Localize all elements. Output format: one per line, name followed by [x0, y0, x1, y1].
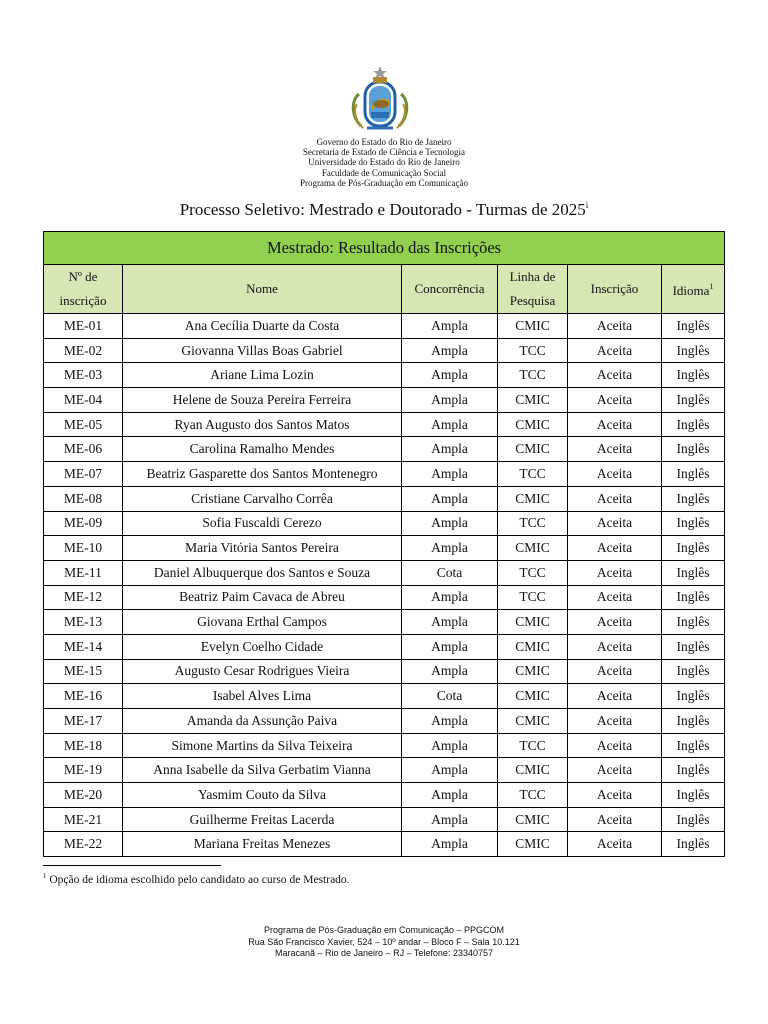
cell-concorrencia: Ampla: [402, 388, 498, 413]
cell-concorrencia: Ampla: [402, 314, 498, 339]
cell-inscricao: Aceita: [568, 610, 662, 635]
footer-contact: Maracanã – Rio de Janeiro – RJ – Telefone: 23340757: [275, 948, 493, 958]
table-row: [44, 388, 725, 413]
cell-concorrencia: Cota: [402, 560, 498, 585]
cell-nome: Helene de Souza Pereira Ferreira: [123, 388, 402, 413]
cell-linha: TCC: [498, 338, 568, 363]
cell-numero: ME-04: [44, 388, 123, 413]
cell-numero: ME-08: [44, 486, 123, 511]
cell-numero: ME-06: [44, 437, 123, 462]
document-title-text: Processo Seletivo: Mestrado e Doutorado - Turmas de 2025: [179, 200, 586, 219]
page-footer: [0, 925, 768, 960]
cell-numero: ME-02: [44, 338, 123, 363]
table-row: [44, 412, 725, 437]
cell-concorrencia: Cota: [402, 684, 498, 709]
footnote-separator: [43, 865, 221, 866]
cell-idioma: Inglês: [662, 709, 725, 734]
idioma-note-marker: 1: [709, 282, 714, 291]
cell-idioma: Inglês: [662, 486, 725, 511]
cell-linha: TCC: [498, 733, 568, 758]
cell-numero: ME-22: [44, 832, 123, 857]
institution-header: [0, 137, 768, 188]
cell-concorrencia: Ampla: [402, 832, 498, 857]
cell-idioma: Inglês: [662, 610, 725, 635]
footnote-marker: 1: [43, 872, 47, 880]
cell-inscricao: Aceita: [568, 338, 662, 363]
cell-inscricao: Aceita: [568, 709, 662, 734]
table-row: [44, 536, 725, 561]
footer-program: Programa de Pós-Graduação em Comunicação – PPGCOM: [263, 925, 505, 935]
cell-inscricao: Aceita: [568, 807, 662, 832]
cell-idioma: Inglês: [662, 585, 725, 610]
column-header-nome: Nome: [123, 265, 402, 314]
cell-nome: Guilherme Freitas Lacerda: [123, 807, 402, 832]
footnote: [43, 872, 350, 886]
cell-numero: ME-16: [44, 684, 123, 709]
cell-inscricao: Aceita: [568, 486, 662, 511]
cell-idioma: Inglês: [662, 314, 725, 339]
table-row: [44, 610, 725, 635]
table-row: [44, 560, 725, 585]
cell-nome: Simone Martins da Silva Teixeira: [123, 733, 402, 758]
cell-linha: CMIC: [498, 437, 568, 462]
cell-numero: ME-10: [44, 536, 123, 561]
cell-nome: Mariana Freitas Menezes: [123, 832, 402, 857]
cell-idioma: Inglês: [662, 832, 725, 857]
cell-concorrencia: Ampla: [402, 733, 498, 758]
header-line-faculty: Faculdade de Comunicação Social: [321, 167, 447, 178]
table-row: [44, 338, 725, 363]
cell-nome: Amanda da Assunção Paiva: [123, 709, 402, 734]
cell-inscricao: Aceita: [568, 684, 662, 709]
cell-inscricao: Aceita: [568, 314, 662, 339]
cell-linha: CMIC: [498, 709, 568, 734]
column-header-idioma: [662, 265, 725, 314]
cell-concorrencia: Ampla: [402, 659, 498, 684]
cell-inscricao: Aceita: [568, 437, 662, 462]
column-header-numero: Nº de inscrição: [44, 265, 123, 314]
table-row: [44, 437, 725, 462]
cell-idioma: Inglês: [662, 412, 725, 437]
table-row: [44, 684, 725, 709]
cell-idioma: Inglês: [662, 733, 725, 758]
cell-idioma: Inglês: [662, 807, 725, 832]
cell-concorrencia: Ampla: [402, 511, 498, 536]
cell-inscricao: Aceita: [568, 758, 662, 783]
cell-linha: CMIC: [498, 536, 568, 561]
cell-nome: Augusto Cesar Rodrigues Vieira: [123, 659, 402, 684]
header-line-secretariat: Secretaria de Estado de Ciência e Tecnologia: [302, 147, 466, 158]
cell-numero: ME-20: [44, 783, 123, 808]
cell-concorrencia: Ampla: [402, 412, 498, 437]
table-row: [44, 585, 725, 610]
table-banner: Mestrado: Resultado das Inscrições: [44, 232, 725, 265]
cell-numero: ME-19: [44, 758, 123, 783]
cell-numero: ME-17: [44, 709, 123, 734]
cell-concorrencia: Ampla: [402, 536, 498, 561]
cell-linha: CMIC: [498, 314, 568, 339]
cell-nome: Beatriz Gasparette dos Santos Montenegro: [123, 462, 402, 487]
cell-inscricao: Aceita: [568, 560, 662, 585]
cell-nome: Beatriz Paim Cavaca de Abreu: [123, 585, 402, 610]
table-body: [44, 314, 725, 857]
table-row: [44, 314, 725, 339]
header-line-government: Governo do Estado do Rio de Janeiro: [316, 137, 452, 147]
cell-numero: ME-15: [44, 659, 123, 684]
cell-linha: TCC: [498, 363, 568, 388]
cell-linha: CMIC: [498, 634, 568, 659]
table-row: [44, 659, 725, 684]
cell-inscricao: Aceita: [568, 634, 662, 659]
cell-nome: Sofia Fuscaldi Cerezo: [123, 511, 402, 536]
cell-nome: Carolina Ramalho Mendes: [123, 437, 402, 462]
cell-concorrencia: Ampla: [402, 634, 498, 659]
cell-numero: ME-01: [44, 314, 123, 339]
cell-inscricao: Aceita: [568, 412, 662, 437]
table-row: [44, 634, 725, 659]
cell-idioma: Inglês: [662, 684, 725, 709]
cell-inscricao: Aceita: [568, 462, 662, 487]
cell-numero: ME-21: [44, 807, 123, 832]
results-table: [43, 231, 725, 857]
cell-nome: Ana Cecília Duarte da Costa: [123, 314, 402, 339]
cell-nome: Evelyn Coelho Cidade: [123, 634, 402, 659]
cell-idioma: Inglês: [662, 462, 725, 487]
cell-nome: Cristiane Carvalho Corrêa: [123, 486, 402, 511]
table-header-row: [44, 265, 725, 314]
cell-concorrencia: Ampla: [402, 807, 498, 832]
cell-linha: CMIC: [498, 758, 568, 783]
cell-concorrencia: Ampla: [402, 462, 498, 487]
cell-numero: ME-09: [44, 511, 123, 536]
cell-linha: CMIC: [498, 659, 568, 684]
cell-nome: Isabel Alves Lima: [123, 684, 402, 709]
cell-nome: Giovana Erthal Campos: [123, 610, 402, 635]
cell-nome: Ariane Lima Lozin: [123, 363, 402, 388]
cell-concorrencia: Ampla: [402, 585, 498, 610]
cell-numero: ME-12: [44, 585, 123, 610]
cell-inscricao: Aceita: [568, 733, 662, 758]
cell-linha: TCC: [498, 462, 568, 487]
cell-linha: CMIC: [498, 684, 568, 709]
table-row: [44, 807, 725, 832]
cell-numero: ME-03: [44, 363, 123, 388]
cell-idioma: Inglês: [662, 511, 725, 536]
cell-linha: CMIC: [498, 807, 568, 832]
cell-nome: Ryan Augusto dos Santos Matos: [123, 412, 402, 437]
cell-idioma: Inglês: [662, 634, 725, 659]
cell-linha: CMIC: [498, 610, 568, 635]
cell-inscricao: Aceita: [568, 388, 662, 413]
cell-linha: TCC: [498, 511, 568, 536]
column-header-concorrencia: Concorrência: [402, 265, 498, 314]
header-line-program: Programa de Pós-Graduação em Comunicação: [300, 177, 468, 188]
header-line-university: Universidade do Estado do Rio de Janeiro: [308, 157, 460, 168]
column-header-inscricao: Inscrição: [568, 265, 662, 314]
cell-concorrencia: Ampla: [402, 363, 498, 388]
column-header-linha: Linha de Pesquisa: [498, 265, 568, 314]
cell-numero: ME-14: [44, 634, 123, 659]
cell-idioma: Inglês: [662, 659, 725, 684]
cell-nome: Giovanna Villas Boas Gabriel: [123, 338, 402, 363]
cell-nome: Daniel Albuquerque dos Santos e Souza: [123, 560, 402, 585]
column-header-idioma-text: Idioma: [672, 283, 710, 298]
table-row: [44, 511, 725, 536]
table-row: [44, 486, 725, 511]
table-row: [44, 462, 725, 487]
cell-linha: CMIC: [498, 486, 568, 511]
cell-idioma: Inglês: [662, 437, 725, 462]
table-banner-row: [44, 232, 725, 265]
cell-linha: CMIC: [498, 832, 568, 857]
cell-nome: Yasmim Couto da Silva: [123, 783, 402, 808]
cell-inscricao: Aceita: [568, 511, 662, 536]
cell-numero: ME-18: [44, 733, 123, 758]
table-row: [44, 758, 725, 783]
table-row: [44, 832, 725, 857]
table-row: [44, 783, 725, 808]
cell-inscricao: Aceita: [568, 585, 662, 610]
cell-idioma: Inglês: [662, 758, 725, 783]
cell-linha: CMIC: [498, 388, 568, 413]
cell-idioma: Inglês: [662, 363, 725, 388]
table-row: [44, 709, 725, 734]
cell-concorrencia: Ampla: [402, 758, 498, 783]
cell-idioma: Inglês: [662, 560, 725, 585]
footnote-text: Opção de idioma escolhido pelo candidato ao curso de Mestrado.: [46, 874, 350, 886]
cell-concorrencia: Ampla: [402, 486, 498, 511]
cell-idioma: Inglês: [662, 536, 725, 561]
footer-address: Rua São Francisco Xavier, 524 – 10º andar – Bloco F – Sala 10.121: [248, 936, 520, 947]
cell-numero: ME-07: [44, 462, 123, 487]
cell-linha: TCC: [498, 585, 568, 610]
cell-idioma: Inglês: [662, 783, 725, 808]
cell-concorrencia: Ampla: [402, 338, 498, 363]
cell-inscricao: Aceita: [568, 659, 662, 684]
cell-inscricao: Aceita: [568, 536, 662, 561]
cell-concorrencia: Ampla: [402, 709, 498, 734]
table-row: [44, 733, 725, 758]
cell-linha: CMIC: [498, 412, 568, 437]
cell-numero: ME-11: [44, 560, 123, 585]
cell-inscricao: Aceita: [568, 363, 662, 388]
coat-of-arms-icon: [347, 64, 413, 136]
cell-inscricao: Aceita: [568, 783, 662, 808]
cell-numero: ME-05: [44, 412, 123, 437]
cell-idioma: Inglês: [662, 338, 725, 363]
cell-nome: Anna Isabelle da Silva Gerbatim Vianna: [123, 758, 402, 783]
document-title: [0, 200, 768, 220]
cell-linha: TCC: [498, 783, 568, 808]
cell-linha: TCC: [498, 560, 568, 585]
cell-inscricao: Aceita: [568, 832, 662, 857]
cell-concorrencia: Ampla: [402, 437, 498, 462]
table-row: [44, 363, 725, 388]
cell-idioma: Inglês: [662, 388, 725, 413]
cell-numero: ME-13: [44, 610, 123, 635]
cell-concorrencia: Ampla: [402, 610, 498, 635]
cell-nome: Maria Vitória Santos Pereira: [123, 536, 402, 561]
cell-concorrencia: Ampla: [402, 783, 498, 808]
title-note-marker: i: [585, 200, 589, 210]
